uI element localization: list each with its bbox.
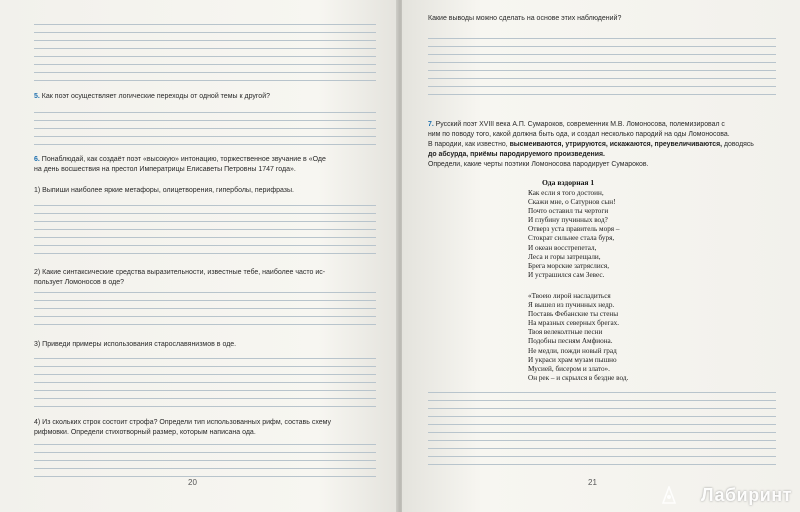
poem-line: И океан восстрепетал, (528, 243, 597, 252)
labyrinth-logo-icon (662, 486, 676, 504)
question-6-number: 6. (34, 156, 40, 163)
question-7-number: 7. (428, 121, 434, 128)
poem-line: И украси храм музам пышно (528, 355, 617, 364)
subquestion-1 (34, 186, 384, 196)
subquestion-4 (34, 418, 386, 438)
poem-line: Леса и горы затрещали, (528, 252, 601, 261)
conclusions-prompt-text: Какие выводы можно сделать на основе этих наблюдений? (428, 15, 622, 22)
question-7-line3b: высмеиваются, утрируются, искажаются, преувеличиваются, (509, 141, 723, 148)
poem-line: Поставь Фебанские ты стены (528, 310, 619, 319)
poem-line: Не медли, пожди новый град (528, 346, 617, 355)
question-6-line2: на день восшествия на престол Императрицы Елисаветы Петровны 1747 года». (34, 166, 296, 173)
poem-line: Скажи мне, о Сатурнов сын! (528, 198, 616, 207)
subquestion-3 (34, 340, 384, 350)
answer-lines-top (34, 24, 376, 88)
poem-line: Отверз уста правитель моря – (528, 225, 620, 234)
question-7 (428, 120, 784, 170)
answer-lines-sub1 (34, 205, 376, 261)
subquestion-2 (34, 268, 386, 288)
answer-lines-sub4 (34, 444, 376, 484)
poem-line: Подобны песням Амфиона. (528, 337, 613, 346)
poem-line: Я вышел из пучинных недр. (528, 301, 615, 310)
right-page (402, 0, 800, 512)
subquestion-4-line1: 4) Из скольких строк состоит строфа? Определи тип использованных рифм, составь схему (34, 419, 332, 426)
subquestion-3-text: 3) Приведи примеры использования старославянизмов в оде. (34, 341, 237, 348)
question-7-line3a: В пародии, как известно, (428, 141, 508, 148)
answer-lines-q7 (428, 392, 776, 472)
answer-lines-q5 (34, 112, 376, 152)
subquestion-2-line2: пользует Ломоносов в оде? (34, 279, 124, 286)
poem-line: На мразных северных брегах. (528, 319, 620, 328)
poem-line: Брега морские затряслися, (528, 261, 609, 270)
conclusions-prompt (428, 14, 778, 24)
page-number-left: 20 (188, 478, 197, 487)
answer-lines-sub2 (34, 292, 376, 332)
poem-line: Твоя велеколтные песни (528, 328, 603, 337)
left-page (0, 0, 398, 512)
answer-lines-conclusions (428, 38, 776, 102)
poem-line: Почто оставил ты чертоги (528, 207, 609, 216)
answer-lines-sub3 (34, 358, 376, 414)
labyrinth-watermark: Лабиринт (700, 485, 792, 505)
question-7-line2: ним по поводу того, какой должна быть ода, и создал несколько пародий на оды Ломоносова. (428, 131, 730, 138)
question-7-line1a: Русский поэт XVIII века А.П. Сумароков, современник М.В. Ломоносова, (435, 121, 668, 128)
page-number-right: 21 (588, 478, 597, 487)
poem-line: Стократ сильнее стала буря, (528, 234, 615, 243)
poem-line: Как если я того достоин, (528, 189, 604, 197)
question-7-line1b: полемизировал с (669, 121, 725, 128)
question-6-line1: Понаблюдай, как создаёт поэт «высокую» интонацию, торжественное звучание в «Оде (41, 156, 326, 163)
poem-stanza-2 (528, 292, 768, 383)
poem-line: И глубину пучинных вод? (528, 216, 608, 225)
question-5-text: Как поэт осуществляет логические переходы от одной темы к другой? (41, 93, 270, 100)
question-7-line5: Определи, какие черты поэтики Ломоносова пародирует Сумароков. (428, 161, 649, 168)
question-7-line3c: доводясь (723, 141, 754, 148)
subquestion-1-text: 1) Выпиши наиболее яркие метафоры, олицетворения, гиперболы, перифразы. (34, 187, 294, 194)
poem-title: Ода вздорная 1 (542, 178, 595, 187)
question-5-number: 5. (34, 93, 40, 100)
poem-stanza-1 (528, 189, 768, 280)
poem-line: И устрашился сам Зевес. (528, 270, 605, 279)
poem-line: «Твоею лирой насладиться (528, 292, 611, 300)
question-6 (34, 155, 386, 175)
subquestion-4-line2: рифмовки. Определи стихотворный размер, которым написана ода. (34, 429, 256, 436)
subquestion-2-line1: 2) Какие синтаксические средства выразительности, известные тебе, наиболее часто ис- (34, 269, 326, 276)
poem-line: Он рек – и скрылся в бездне вод. (528, 373, 629, 382)
question-5 (34, 92, 384, 102)
poem-line: Мусией, бисером и злато». (528, 364, 610, 373)
question-7-line4: до абсурда, приёмы пародируемого произведения. (428, 151, 605, 158)
